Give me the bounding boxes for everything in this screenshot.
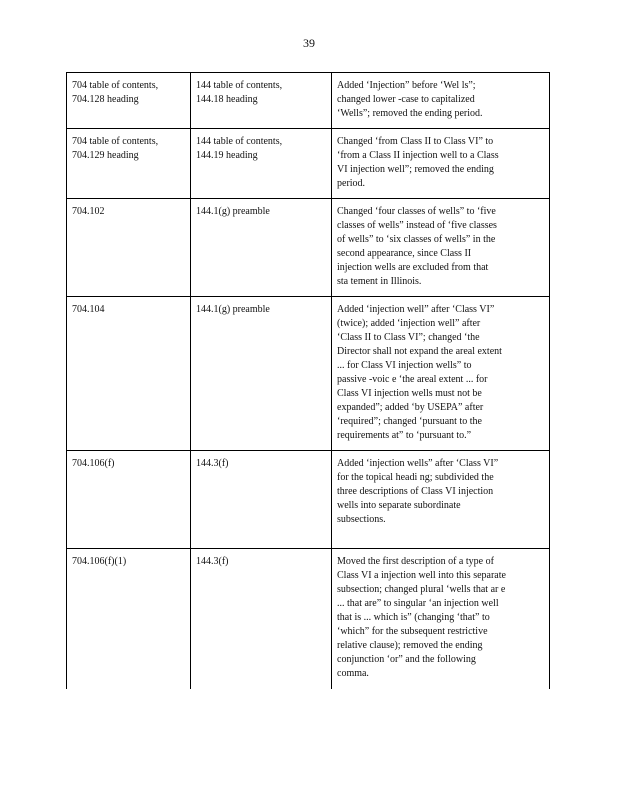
cell-text-line: ... for Class VI injection wells” to bbox=[337, 360, 472, 371]
cell-text-line: subsections. bbox=[337, 514, 386, 525]
cell-text-line: period. bbox=[337, 178, 366, 189]
cell-text-line: ‘Wells”; removed the ending period. bbox=[337, 108, 483, 119]
description-cell bbox=[332, 549, 550, 689]
table-row bbox=[67, 199, 550, 297]
description-cell bbox=[332, 297, 550, 451]
cell-text-line: Changed ‘from Class II to Class VI” to bbox=[337, 136, 494, 147]
ill-adm-code-cell bbox=[67, 73, 191, 129]
cell-text-line: expanded”; added ‘by USEPA” after bbox=[337, 402, 484, 413]
table-row bbox=[67, 451, 550, 549]
cell-text-line: Director shall not expand the areal extent bbox=[337, 346, 502, 357]
table-row bbox=[67, 129, 550, 199]
cell-text-line: 704.102 bbox=[72, 206, 105, 217]
cell-text-line: 144.3(f) bbox=[196, 458, 229, 469]
cell-text-line: subsection; changed plural ‘wells that ar e bbox=[337, 584, 506, 595]
amendments-table bbox=[66, 72, 550, 689]
cell-text-line: ... that are” to singular ‘an injection well bbox=[337, 598, 499, 609]
description-cell bbox=[332, 73, 550, 129]
cell-text-line: 704.106(f) bbox=[72, 458, 115, 469]
cell-text-line: ‘which” for the subsequent restrictive bbox=[337, 626, 488, 637]
table-row bbox=[67, 297, 550, 451]
cell-text-line: Added ‘injection wells” after ‘Class VI” bbox=[337, 458, 499, 469]
cell-text-line: ‘Class II to Class VI”; changed ‘the bbox=[337, 332, 480, 343]
cell-text-line: 144.1(g) preamble bbox=[196, 304, 270, 315]
cell-text-line: VI injection well”; removed the ending bbox=[337, 164, 494, 175]
cell-text-line: 144.1(g) preamble bbox=[196, 206, 270, 217]
cell-text-line: passive -voic e ‘the areal extent ... for bbox=[337, 374, 488, 385]
table-row bbox=[67, 549, 550, 689]
table-row bbox=[67, 73, 550, 129]
cell-text-line: ‘from a Class II injection well to a Class bbox=[337, 150, 499, 161]
cell-text-line: changed lower -case to capitalized bbox=[337, 94, 475, 105]
cell-text-line: Changed ‘four classes of wells” to ‘five bbox=[337, 206, 496, 217]
cfr-section-cell bbox=[191, 199, 332, 297]
description-cell bbox=[332, 451, 550, 549]
cell-text-line: 704.128 heading bbox=[72, 94, 139, 105]
cell-text-line: Class VI injection wells must not be bbox=[337, 388, 482, 399]
cell-text-line: wells into separate subordinate bbox=[337, 500, 461, 511]
cell-text-line: 144 table of contents, bbox=[196, 136, 283, 147]
ill-adm-code-cell bbox=[67, 199, 191, 297]
page-number: 39 bbox=[303, 36, 315, 50]
cell-text-line: 704.129 heading bbox=[72, 150, 139, 161]
description-cell bbox=[332, 199, 550, 297]
cell-text-line: injection wells are excluded from that bbox=[337, 262, 489, 273]
cell-text-line: 704 table of contents, bbox=[72, 80, 159, 91]
cell-text-line: conjunction ‘or” and the following bbox=[337, 654, 476, 665]
cfr-section-cell bbox=[191, 549, 332, 689]
cell-text-line: 704.104 bbox=[72, 304, 105, 315]
cfr-section-cell bbox=[191, 451, 332, 549]
cell-text-line: Added ‘Injection” before ‘Wel ls”; bbox=[337, 80, 476, 91]
cfr-section-cell bbox=[191, 297, 332, 451]
cfr-section-cell bbox=[191, 73, 332, 129]
cell-text-line: sta tement in Illinois. bbox=[337, 276, 422, 287]
ill-adm-code-cell bbox=[67, 129, 191, 199]
cell-text-line: (twice); added ‘injection well” after bbox=[337, 318, 481, 329]
cell-text-line: of wells” to ‘six classes of wells” in the bbox=[337, 234, 496, 245]
ill-adm-code-cell bbox=[67, 451, 191, 549]
cell-text-line: 144.18 heading bbox=[196, 94, 258, 105]
cell-text-line: ‘required”; changed ‘pursuant to the bbox=[337, 416, 482, 427]
cell-text-line: requirements at” to ‘pursuant to.” bbox=[337, 430, 472, 441]
cell-text-line: 704 table of contents, bbox=[72, 136, 159, 147]
cell-text-line: for the topical headi ng; subdivided the bbox=[337, 472, 494, 483]
cell-text-line: 144.19 heading bbox=[196, 150, 258, 161]
cell-text-line: 704.106(f)(1) bbox=[72, 556, 127, 567]
cell-text-line: Moved the first description of a type of bbox=[337, 556, 494, 567]
cell-text-line: Added ‘injection well” after ‘Class VI” bbox=[337, 304, 495, 315]
cell-text-line: 144.3(f) bbox=[196, 556, 229, 567]
cell-text-line: 144 table of contents, bbox=[196, 80, 283, 91]
cell-text-line: Class VI a injection well into this separate bbox=[337, 570, 506, 581]
cfr-section-cell bbox=[191, 129, 332, 199]
cell-text-line: comma. bbox=[337, 668, 369, 679]
ill-adm-code-cell bbox=[67, 297, 191, 451]
cell-text-line: that is ... which is” (changing ‘that” to bbox=[337, 612, 490, 623]
cell-text-line: three descriptions of Class VI injection bbox=[337, 486, 494, 497]
cell-text-line: second appearance, since Class II bbox=[337, 248, 472, 259]
cell-text-line: relative clause); removed the ending bbox=[337, 640, 483, 651]
cell-text-line: classes of wells” instead of ‘five classes bbox=[337, 220, 497, 231]
ill-adm-code-cell bbox=[67, 549, 191, 689]
description-cell bbox=[332, 129, 550, 199]
